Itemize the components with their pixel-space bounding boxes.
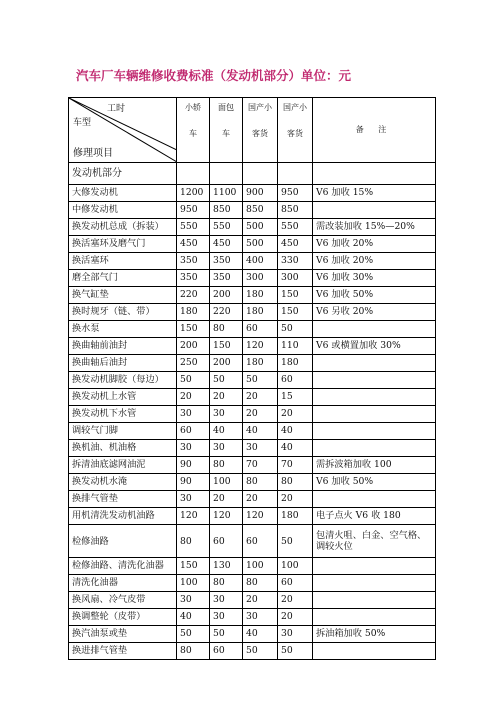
- row-value: 20: [243, 406, 278, 423]
- row-value: 120: [210, 508, 243, 525]
- row-value: 550: [278, 219, 313, 236]
- row-value: 20: [210, 389, 243, 406]
- row-value: 330: [278, 253, 313, 270]
- row-note: V6 加收 20%: [313, 236, 436, 253]
- table-row: [69, 355, 436, 372]
- row-item: 拆清油底滤网油泥: [69, 457, 177, 474]
- row-value: 180: [177, 304, 210, 321]
- header-item: 修理项目: [73, 148, 113, 159]
- row-value: 150: [278, 304, 313, 321]
- row-note: [313, 643, 436, 660]
- row-note: V6 加收 50%: [313, 287, 436, 304]
- row-value: 20: [278, 406, 313, 423]
- row-value: 30: [177, 440, 210, 457]
- row-note: [313, 423, 436, 440]
- row-value: 30: [243, 440, 278, 457]
- header-corner-cell: [69, 98, 177, 163]
- row-value: 80: [177, 525, 210, 558]
- row-item: 换机油、机油格: [69, 440, 177, 457]
- table-row: [69, 525, 436, 558]
- table-row: [69, 304, 436, 321]
- row-value: 40: [243, 626, 278, 643]
- row-item: 检修油路: [69, 525, 177, 558]
- row-value: 1200: [177, 185, 210, 202]
- row-value: 50: [243, 372, 278, 389]
- row-item: 磨全部气门: [69, 270, 177, 287]
- row-item: 换气缸垫: [69, 287, 177, 304]
- row-item: 换进排气管垫: [69, 643, 177, 660]
- fee-table-body: [69, 98, 436, 660]
- row-value: 350: [210, 253, 243, 270]
- table-row: [69, 253, 436, 270]
- row-note: [313, 202, 436, 219]
- table-row: [69, 202, 436, 219]
- row-value: 70: [278, 457, 313, 474]
- row-value: 300: [278, 270, 313, 287]
- row-value: 220: [177, 287, 210, 304]
- row-value: 850: [210, 202, 243, 219]
- row-value: 500: [243, 219, 278, 236]
- table-row: [69, 389, 436, 406]
- row-note: [313, 355, 436, 372]
- row-value: 150: [210, 338, 243, 355]
- row-note: 需拆波箱加收 100: [313, 457, 436, 474]
- row-note: V6 加收 20%: [313, 253, 436, 270]
- row-value: 120: [243, 508, 278, 525]
- row-value: 850: [278, 202, 313, 219]
- row-note: 电子点火 V6 收 180: [313, 508, 436, 525]
- row-value: 20: [210, 491, 243, 508]
- row-item: 换发动机水淹: [69, 474, 177, 491]
- row-value: 1100: [210, 185, 243, 202]
- row-item: 清洗化油器: [69, 575, 177, 592]
- row-value: 450: [177, 236, 210, 253]
- row-item: 换曲轴前油封: [69, 338, 177, 355]
- row-item: 换活塞环: [69, 253, 177, 270]
- row-value: 60: [177, 423, 210, 440]
- header-col-note: 备 注: [313, 98, 436, 163]
- row-note: 拆油箱加收 50%: [313, 626, 436, 643]
- row-value: 50: [210, 626, 243, 643]
- row-value: 80: [243, 474, 278, 491]
- row-item: 换水泵: [69, 321, 177, 338]
- row-value: 100: [210, 474, 243, 491]
- row-value: 60: [243, 321, 278, 338]
- row-value: 20: [243, 491, 278, 508]
- row-note: [313, 558, 436, 575]
- header-worktime: 工时: [107, 104, 126, 114]
- row-value: 150: [278, 287, 313, 304]
- table-row: [69, 558, 436, 575]
- row-value: 30: [210, 440, 243, 457]
- row-note: [313, 592, 436, 609]
- row-value: 30: [243, 609, 278, 626]
- row-value: 550: [177, 219, 210, 236]
- row-value: 80: [210, 457, 243, 474]
- row-value: 100: [278, 558, 313, 575]
- row-item: 中修发动机: [69, 202, 177, 219]
- row-item: 换曲轴后油封: [69, 355, 177, 372]
- table-row: [69, 236, 436, 253]
- row-value: 30: [278, 626, 313, 643]
- table-row: [69, 338, 436, 355]
- row-value: 150: [177, 321, 210, 338]
- row-value: 200: [210, 355, 243, 372]
- table-row: [69, 440, 436, 457]
- row-value: 30: [177, 592, 210, 609]
- row-note: V6 加收 15%: [313, 185, 436, 202]
- row-value: 30: [210, 592, 243, 609]
- table-row: [69, 457, 436, 474]
- header-model: 车型: [73, 118, 92, 128]
- row-note: [313, 372, 436, 389]
- row-value: 100: [243, 558, 278, 575]
- table-row: [69, 219, 436, 236]
- row-value: 20: [243, 389, 278, 406]
- row-item: 换发动机上水管: [69, 389, 177, 406]
- row-value: 30: [177, 406, 210, 423]
- table-row: [69, 643, 436, 660]
- row-value: 60: [278, 575, 313, 592]
- table-row: [69, 626, 436, 643]
- row-value: 50: [177, 626, 210, 643]
- table-row: [69, 287, 436, 304]
- table-row: [69, 609, 436, 626]
- row-note: V6 加收 50%: [313, 474, 436, 491]
- row-value: 20: [177, 389, 210, 406]
- row-value: 50: [243, 643, 278, 660]
- row-value: 180: [243, 355, 278, 372]
- row-value: 40: [210, 423, 243, 440]
- row-value: 50: [278, 643, 313, 660]
- row-item: 换时规牙（链、带）: [69, 304, 177, 321]
- page-title: 汽车厂车辆维修收费标准（发动机部分）单位：元: [76, 68, 352, 83]
- row-value: 110: [278, 338, 313, 355]
- table-row: [69, 321, 436, 338]
- row-note: [313, 575, 436, 592]
- row-value: 60: [243, 525, 278, 558]
- table-row: [69, 185, 436, 202]
- row-value: 150: [177, 558, 210, 575]
- row-value: 550: [210, 219, 243, 236]
- row-value: 180: [278, 355, 313, 372]
- row-value: 300: [243, 270, 278, 287]
- row-value: 250: [177, 355, 210, 372]
- row-value: 450: [210, 236, 243, 253]
- row-value: 350: [177, 253, 210, 270]
- row-value: 80: [177, 643, 210, 660]
- row-value: 40: [278, 423, 313, 440]
- row-value: 180: [278, 508, 313, 525]
- row-note: 需改装加收 15%—20%: [313, 219, 436, 236]
- row-value: 100: [177, 575, 210, 592]
- row-value: 400: [243, 253, 278, 270]
- table-row: [69, 474, 436, 491]
- row-value: 30: [210, 609, 243, 626]
- row-value: 80: [210, 575, 243, 592]
- row-item: 换发动机总成（拆装）: [69, 219, 177, 236]
- row-value: 90: [177, 457, 210, 474]
- row-item: 换汽油泵或垫: [69, 626, 177, 643]
- row-value: 20: [243, 592, 278, 609]
- row-value: 130: [210, 558, 243, 575]
- row-value: 950: [177, 202, 210, 219]
- row-value: 70: [243, 457, 278, 474]
- row-item: 换发动机下水管: [69, 406, 177, 423]
- row-value: 200: [210, 287, 243, 304]
- row-value: 120: [243, 338, 278, 355]
- row-note: 包清火咀、白金、空气格、调较火位: [313, 525, 436, 558]
- row-note: [313, 491, 436, 508]
- table-row: [69, 592, 436, 609]
- row-value: 120: [177, 508, 210, 525]
- table-row: [69, 406, 436, 423]
- row-value: 60: [210, 525, 243, 558]
- row-value: 80: [243, 575, 278, 592]
- row-value: 40: [177, 609, 210, 626]
- table-row: [69, 270, 436, 287]
- row-value: 90: [177, 474, 210, 491]
- row-value: 350: [177, 270, 210, 287]
- row-value: 60: [210, 643, 243, 660]
- row-value: 180: [243, 287, 278, 304]
- row-value: 30: [177, 491, 210, 508]
- row-value: 20: [278, 609, 313, 626]
- row-note: [313, 389, 436, 406]
- row-note: [313, 406, 436, 423]
- row-item: 换排气管垫: [69, 491, 177, 508]
- table-row: [69, 372, 436, 389]
- section-label: 发动机部分: [69, 163, 177, 185]
- row-item: 大修发动机: [69, 185, 177, 202]
- row-note: V6 加收 30%: [313, 270, 436, 287]
- row-value: 350: [210, 270, 243, 287]
- row-value: 450: [278, 236, 313, 253]
- row-item: 检修油路、清洗化油器: [69, 558, 177, 575]
- table-row: [69, 491, 436, 508]
- row-value: 50: [177, 372, 210, 389]
- row-item: 换调整轮（皮带）: [69, 609, 177, 626]
- row-item: 调较气门脚: [69, 423, 177, 440]
- row-item: 换风扇、冷气皮带: [69, 592, 177, 609]
- row-value: 80: [210, 321, 243, 338]
- header-col-domestic-1: 国产小 客货: [243, 98, 278, 163]
- row-value: 30: [210, 406, 243, 423]
- header-col-sedan: 小轿 车: [177, 98, 210, 163]
- row-value: 60: [278, 372, 313, 389]
- row-note: [313, 440, 436, 457]
- row-value: 15: [278, 389, 313, 406]
- fee-table: [68, 97, 436, 660]
- row-value: 850: [243, 202, 278, 219]
- row-item: 换活塞环及磨气门: [69, 236, 177, 253]
- table-row: [69, 508, 436, 525]
- header-col-van: 面包 车: [210, 98, 243, 163]
- row-value: 50: [210, 372, 243, 389]
- section-row: [69, 163, 436, 185]
- row-value: 50: [278, 321, 313, 338]
- row-value: 40: [243, 423, 278, 440]
- row-value: 950: [278, 185, 313, 202]
- row-note: [313, 321, 436, 338]
- row-value: 20: [278, 491, 313, 508]
- row-item: 用机清洗发动机油路: [69, 508, 177, 525]
- row-note: V6 另收 20%: [313, 304, 436, 321]
- row-value: 220: [210, 304, 243, 321]
- row-value: 180: [243, 304, 278, 321]
- row-value: 900: [243, 185, 278, 202]
- row-value: 200: [177, 338, 210, 355]
- row-value: 20: [278, 592, 313, 609]
- row-value: 40: [278, 440, 313, 457]
- row-note: [313, 609, 436, 626]
- table-row: [69, 575, 436, 592]
- row-value: 500: [243, 236, 278, 253]
- row-note: V6 或横置加收 30%: [313, 338, 436, 355]
- table-row: [69, 423, 436, 440]
- header-row: [69, 98, 436, 163]
- row-item: 换发动机脚胶（每边）: [69, 372, 177, 389]
- row-value: 50: [278, 525, 313, 558]
- header-col-domestic-2: 国产小 客货: [278, 98, 313, 163]
- row-value: 80: [278, 474, 313, 491]
